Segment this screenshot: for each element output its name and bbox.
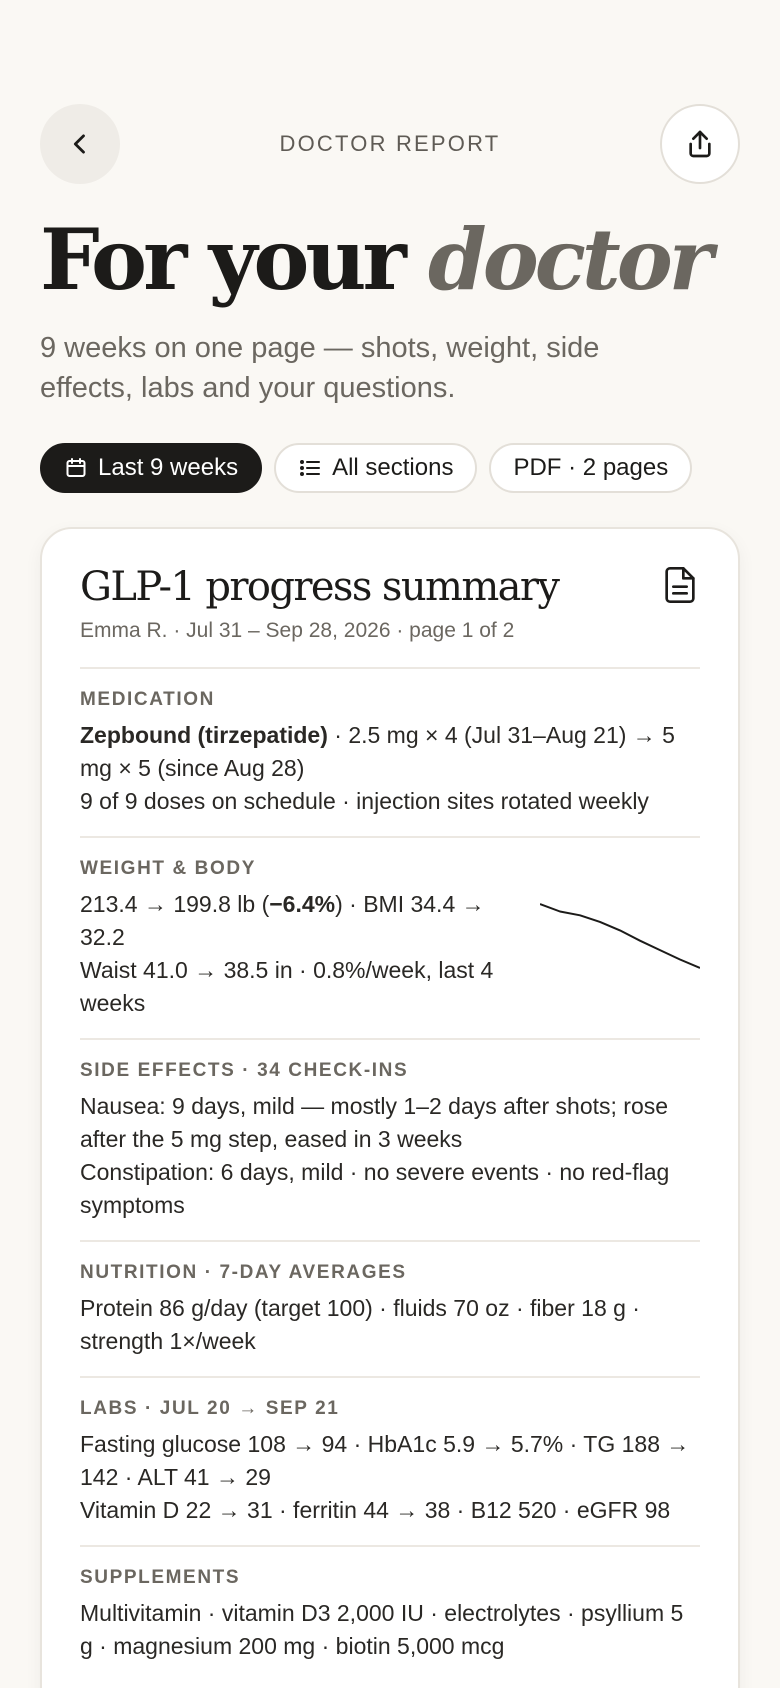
hero-title [40,210,709,309]
nutrition-averages: Protein 86 g/day (target 100) · fluids 70 oz · fiber 18 g · strength 1×/week [80,1295,640,1354]
labs-vitamins: Vitamin D 22 → 31 · ferritin 44 → 38 · B12 520 · eGFR 98 [80,1497,671,1523]
hero-title-accent: doctor [427,210,709,309]
chip-pdf-label: PDF · 2 pages [513,454,669,481]
hero-subtitle: 9 weeks on one page — shots, weight, side effects, labs and your questions. [40,332,600,404]
medication-adherence: 9 of 9 doses on schedule · injection sites rotated weekly [80,788,649,814]
chip-sections-label: All sections [332,454,454,481]
report-header [80,529,700,669]
section-label: NUTRITION · 7-DAY AVERAGES [80,1262,407,1283]
section-nutrition [80,1242,700,1378]
supplements-list: Multivitamin · vitamin D3 2,000 IU · electrolytes · psyllium 5 g · magnesium 200 mg · biotin 5,000 mcg [80,1600,684,1659]
report-title: GLP-1 progress summary [80,564,559,610]
medication-dosing [80,719,700,785]
chip-date-range[interactable] [40,443,262,493]
section-labs [80,1378,700,1547]
weight-line-post: ) · BMI 34.4 → 32.2 [80,891,485,950]
back-button[interactable] [40,104,120,184]
section-medication [80,669,700,838]
section-label: MEDICATION [80,689,215,710]
top-bar [40,104,740,184]
report-meta: Emma R. · Jul 31 – Sep 28, 2026 · page 1 of 2 [80,619,515,642]
section-label: LABS · JUL 20 → SEP 21 [80,1398,340,1419]
section-weight [80,838,700,1040]
section-supplements [80,1547,700,1681]
chip-date-range-label: Last 9 weeks [98,454,239,481]
side-effect-constipation: Constipation: 6 days, mild · no severe events · no red-flag symptoms [80,1159,670,1218]
weight-row [80,888,700,1020]
weight-text [80,888,520,1020]
weight-line-pre: 213.4 → 199.8 lb ( [80,891,270,917]
filter-chips [40,443,692,493]
chevron-left-icon [66,130,94,158]
side-effect-nausea: Nausea: 9 days, mild — mostly 1–2 days after shots; rose after the 5 mg step, eased in 3 weeks [80,1093,669,1152]
weight-percent: −6.4% [269,891,336,917]
medication-schedule: · 2.5 mg × 4 (Jul 31–Aug 21) → 5 mg × 5 (since Aug 28) [80,722,675,781]
list-icon [298,456,322,480]
hero-title-plain: For your [40,210,428,309]
section-label: SUPPLEMENTS [80,1567,241,1588]
share-button[interactable] [660,104,740,184]
labs-metabolic: Fasting glucose 108 → 94 · HbA1c 5.9 → 5.7% · TG 188 → 142 · ALT 41 → 29 [80,1431,690,1490]
waist-change: Waist 41.0 → 38.5 in · 0.8%/week, last 4 weeks [80,957,494,1016]
page-title: DOCTOR REPORT [279,131,501,156]
report-card [40,527,740,1688]
document-icon[interactable] [660,565,700,605]
section-label: WEIGHT & BODY [80,858,256,879]
medication-drug: Zepbound (tirzepatide) [80,722,328,748]
chip-pdf[interactable] [489,443,692,493]
chip-sections[interactable] [274,443,477,493]
section-label: SIDE EFFECTS · 34 CHECK-INS [80,1060,409,1081]
share-icon [684,128,716,160]
section-side-effects [80,1040,700,1242]
weight-change [80,888,520,954]
weight-trend-line [540,904,700,968]
calendar-icon [64,456,88,480]
weight-sparkline [540,896,700,976]
